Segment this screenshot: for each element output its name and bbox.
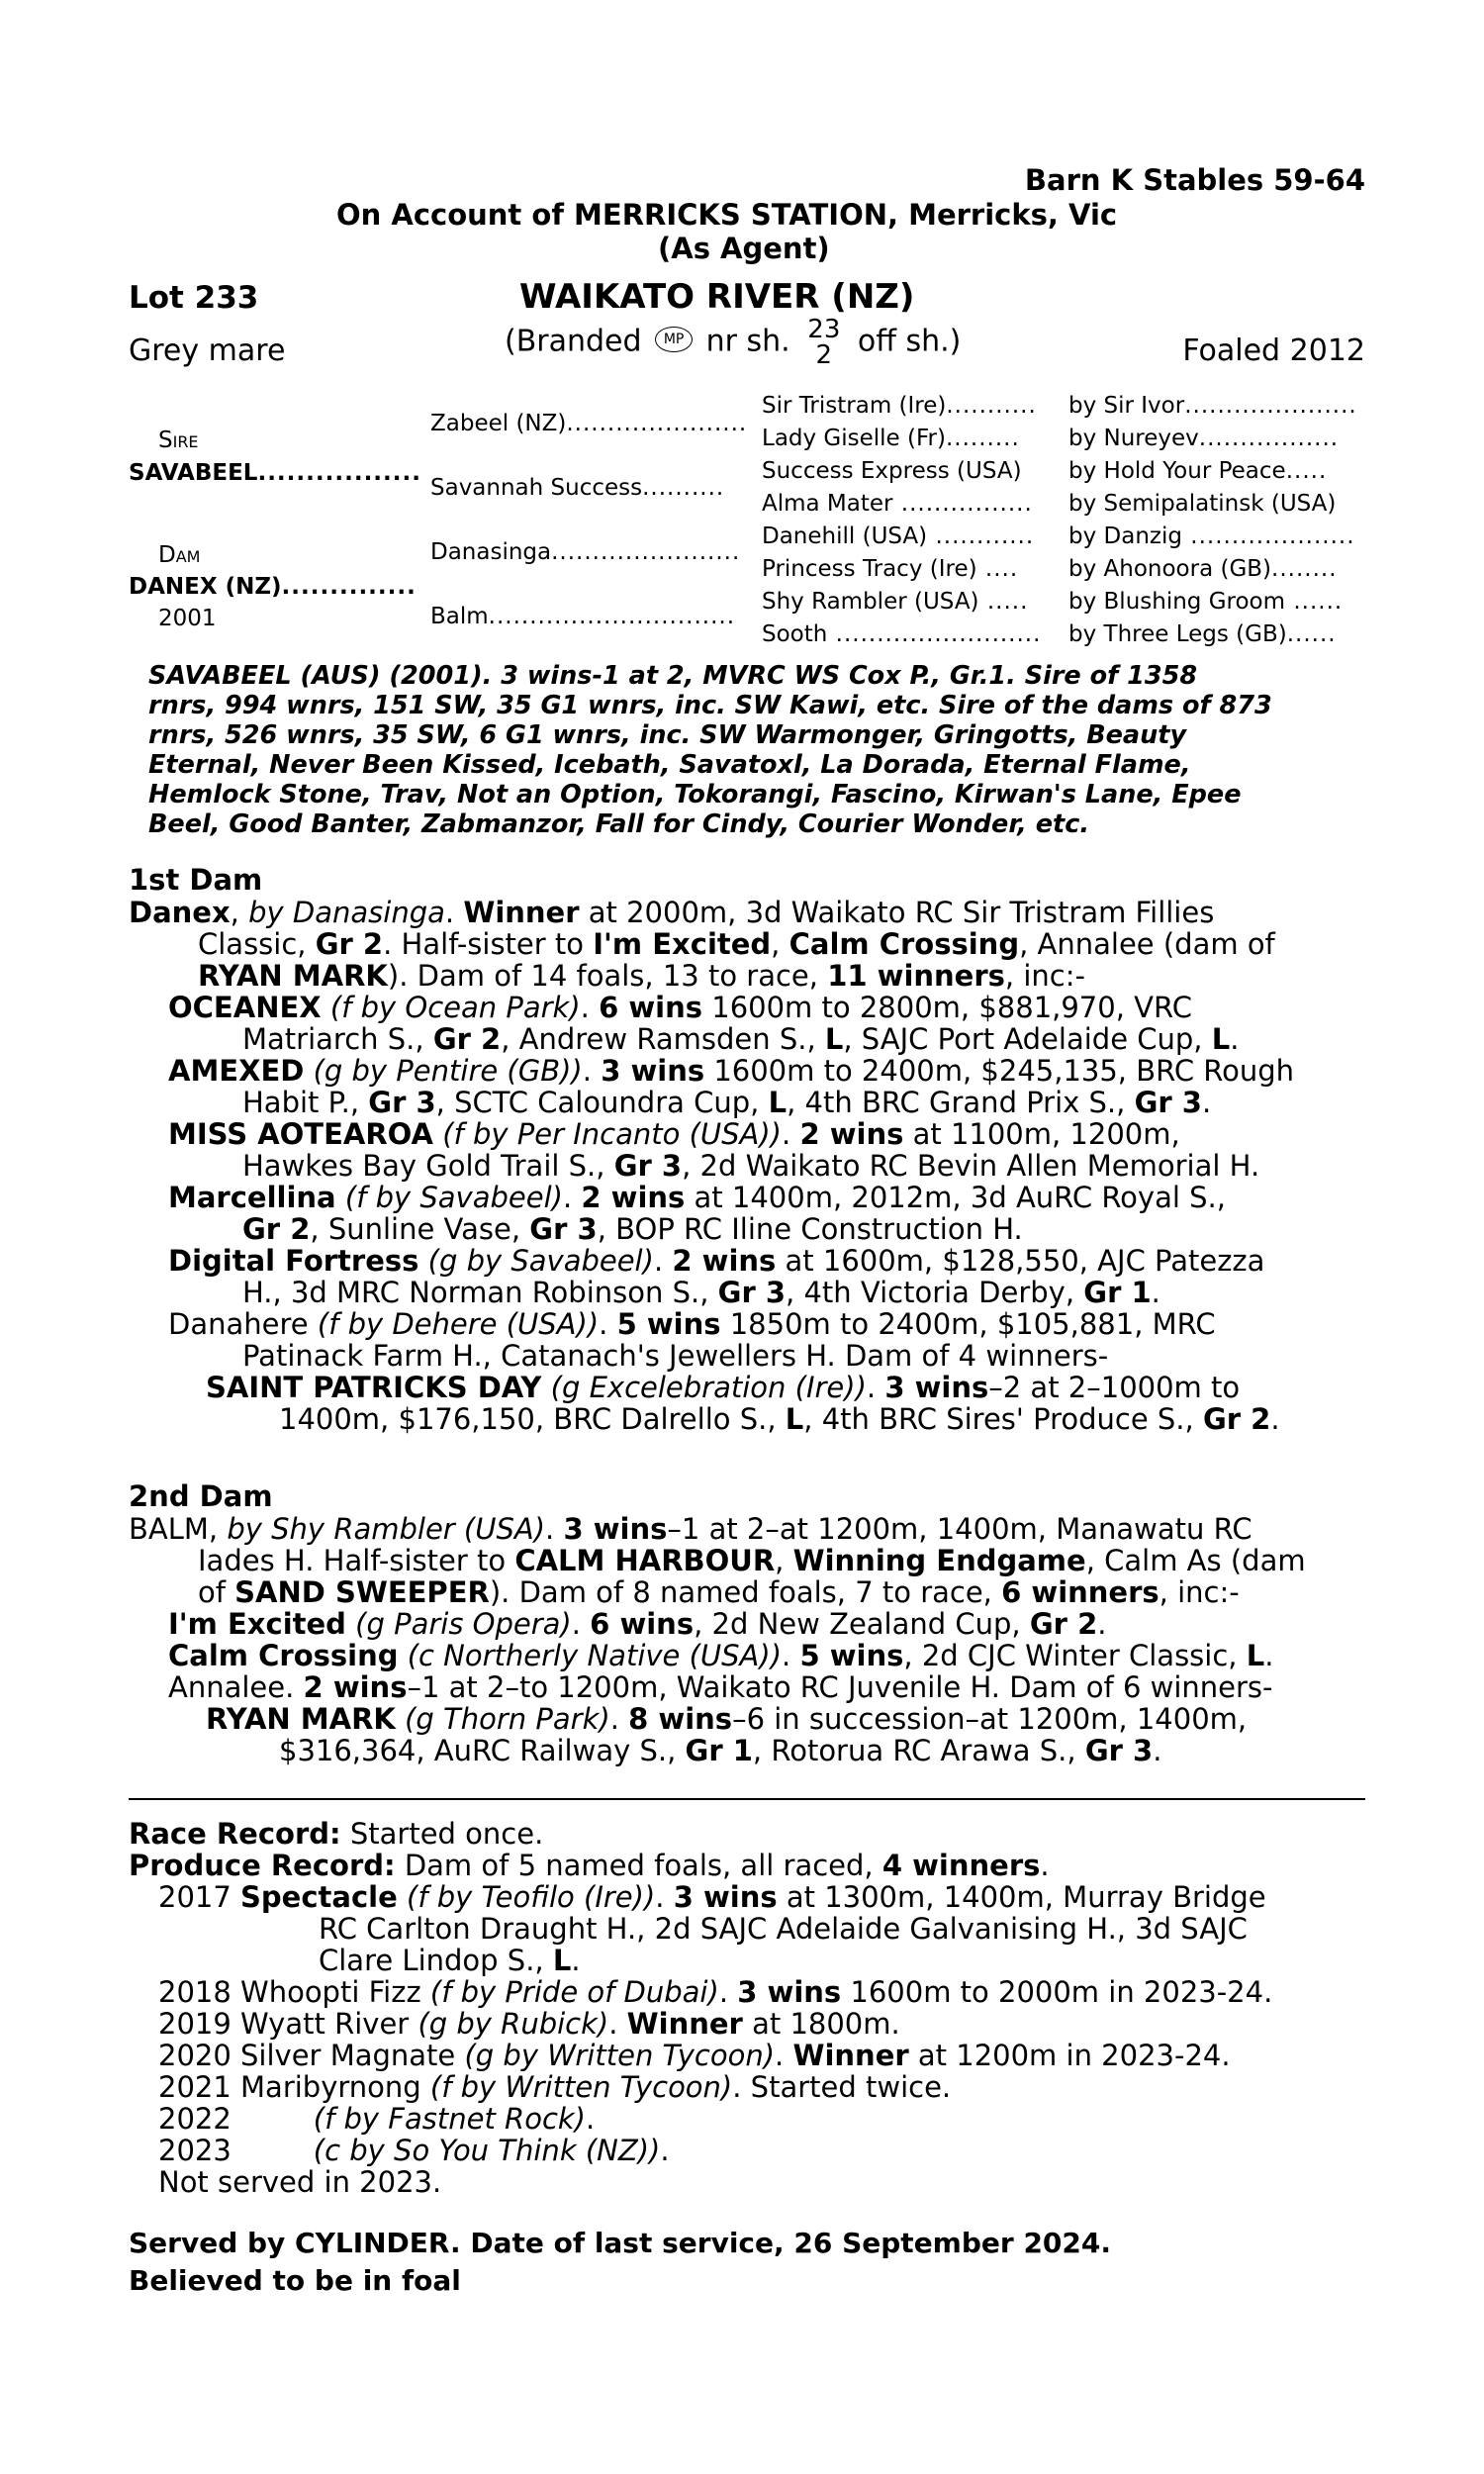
first-dam-body [129, 897, 1294, 1435]
gen2-sire-dam: Savannah Success.......... [430, 475, 725, 501]
produce-record: Produce Record: Dam of 5 named foals, all raced, 4 winners. [129, 1849, 1050, 1882]
brand-number-bottom: 2 [815, 340, 833, 370]
first-dam-line: Classic, Gr 2. Half-sister to I'm Excited, Calm Crossing, Annalee (dam of [198, 927, 1275, 961]
first-dam-line: SAINT PATRICKS DAY (g Excelebration (Ire)). 3 wins–2 at 2–1000m to [206, 1371, 1241, 1404]
dam-year: 2001 [158, 606, 217, 631]
first-dam-line: Patinack Farm H., Catanach's Jewellers H. Dam of 4 winners- [242, 1339, 1109, 1373]
foaled-year: Foaled 2012 [1182, 333, 1365, 368]
sire-summary-line: Eternal, Never Been Kissed, Icebath, Savatoxl, La Dorada, Eternal Flame, [148, 750, 1191, 780]
brand-number [807, 317, 840, 368]
gen2-dam-sire: Danasinga....................... [430, 539, 741, 565]
sire-summary-line: Hemlock Stone, Trav, Not an Option, Tokorangi, Fascino, Kirwan's Lane, Epee [148, 780, 1242, 809]
foal-status: Believed to be in foal [129, 2264, 461, 2297]
produce-line: 2017 Spectacle (f by Teofilo (Ire)). 3 wins at 1300m, 1400m, Murray Bridge [158, 1880, 1266, 1914]
sire-summary-line: Beel, Good Banter, Zabmanzor, Fall for Cindy, Courier Wonder, etc. [148, 809, 1090, 839]
first-dam-line: Digital Fortress (g by Savabeel). 2 wins at 1600m, $128,550, AJC Patezza [168, 1244, 1265, 1278]
second-dam-line: Annalee. 2 wins–1 at 2–to 1200m, Waikato RC Juvenile H. Dam of 6 winners- [168, 1670, 1273, 1704]
sire-summary-line: SAVABEEL (AUS) (2001). 3 wins-1 at 2, MVRC WS Cox P., Gr.1. Sire of 1358 [148, 661, 1198, 691]
gen3-row: Success Express (USA) [762, 458, 1022, 484]
first-dam-line: Hawkes Bay Gold Trail S., Gr 3, 2d Waikato RC Bevin Allen Memorial H. [242, 1149, 1260, 1183]
gen3-by: by Hold Your Peace..... [1068, 458, 1328, 484]
produce-line: Not served in 2023. [158, 2165, 442, 2199]
gen3-by: by Three Legs (GB)...... [1068, 621, 1337, 647]
records [129, 1818, 1272, 2198]
vendor-agent: (As Agent) [658, 232, 830, 265]
horse-name: WAIKATO RIVER (NZ) [519, 277, 915, 317]
race-record: Race Record: Started once. [129, 1817, 544, 1851]
horse-description: Grey mare [129, 333, 286, 368]
gen3-by: by Sir Ivor..................... [1068, 393, 1357, 419]
produce-line: 2019 Wyatt River (g by Rubick). Winner at 1800m. [158, 2007, 900, 2041]
brand-number-top: 23 [807, 315, 841, 344]
gen3-row: Sir Tristram (Ire)........... [762, 393, 1037, 419]
produce-line: 2020 Silver Magnate (g by Written Tycoon). Winner at 1200m in 2023-24. [158, 2039, 1231, 2072]
brand-info [505, 317, 961, 368]
second-dam-line: Iades H. Half-sister to CALM HARBOUR, Winning Endgame, Calm As (dam [198, 1544, 1306, 1577]
produce-line: Clare Lindop S., L. [319, 1944, 581, 1977]
produce-line: 2021 Maribyrnong (f by Written Tycoon). Started twice. [158, 2070, 952, 2104]
first-dam-line: OCEANEX (f by Ocean Park). 6 wins 1600m to 2800m, $881,970, VRC [168, 991, 1192, 1024]
dam-label: Dam [158, 542, 201, 568]
produce-line: 2023 (c by So You Think (NZ)). [158, 2134, 670, 2167]
brand-right: off sh.) [857, 324, 962, 359]
gen3-row: Danehill (USA) ............ [762, 523, 1035, 549]
gen2-dam-dam: Balm.............................. [430, 604, 736, 629]
divider [129, 1798, 1365, 1800]
second-dam-line: Calm Crossing (c Northerly Native (USA)). 5 wins, 2d CJC Winter Classic, L. [168, 1639, 1274, 1672]
gen3-row: Lady Giselle (Fr)......... [762, 426, 1020, 451]
brand-mp-icon: MP [655, 327, 693, 352]
first-dam-line: Danahere (f by Dehere (USA)). 5 wins 1850m to 2400m, $105,881, MRC [168, 1307, 1216, 1341]
service-info: Served by CYLINDER. Date of last service, 26 September 2024. [129, 2227, 1112, 2259]
second-dam-line: $316,364, AuRC Railway S., Gr 1, Rotorua RC Arawa S., Gr 3. [279, 1734, 1162, 1767]
gen3-by: by Danzig .................... [1068, 523, 1355, 549]
first-dam-heading: 1st Dam [129, 863, 263, 897]
first-dam-line: Marcellina (f by Savabeel). 2 wins at 1400m, 2012m, 3d AuRC Royal S., [168, 1181, 1226, 1214]
produce-line: 2022 (f by Fastnet Rock). [158, 2102, 596, 2136]
sire-label: Sire [158, 428, 199, 453]
gen3-row: Sooth ......................... [762, 621, 1042, 647]
second-dam-line: BALM, by Shy Rambler (USA). 3 wins–1 at 2–at 1200m, 1400m, Manawatu RC [129, 1512, 1252, 1546]
vendor-account: On Account of MERRICKS STATION, Merricks, Vic [336, 198, 1118, 232]
gen3-by: by Blushing Groom ...... [1068, 589, 1344, 615]
barn-location: Barn K Stables 59-64 [1024, 163, 1365, 197]
gen3-row: Alma Mater ................ [762, 491, 1033, 517]
second-dam-line: RYAN MARK (g Thorn Park). 8 wins–6 in succession–at 1200m, 1400m, [206, 1702, 1248, 1736]
first-dam-line: MISS AOTEAROA (f by Per Incanto (USA)). 2 wins at 1100m, 1200m, [168, 1117, 1180, 1151]
gen3-by: by Ahonoora (GB)........ [1068, 556, 1338, 582]
sire-name: SAVABEEL................. [129, 460, 421, 486]
dam-name: DANEX (NZ).............. [129, 574, 417, 600]
produce-line: RC Carlton Draught H., 2d SAJC Adelaide Galvanising H., 3d SAJC [319, 1912, 1248, 1946]
first-dam-line: RYAN MARK). Dam of 14 foals, 13 to race, 11 winners, inc:- [198, 959, 1085, 993]
gen3-by: by Nureyev................. [1068, 426, 1340, 451]
first-dam-line: Matriarch S., Gr 2, Andrew Ramsden S., L, SAJC Port Adelaide Cup, L. [242, 1022, 1240, 1056]
gen3-row: Shy Rambler (USA) ..... [762, 589, 1029, 615]
gen3-row: Princess Tracy (Ire) .... [762, 556, 1019, 582]
first-dam-line: Habit P., Gr 3, SCTC Caloundra Cup, L, 4th BRC Grand Prix S., Gr 3. [242, 1086, 1212, 1119]
sire-summary-line: rnrs, 526 wnrs, 35 SW, 6 G1 wnrs, inc. SW Warmonger, Gringotts, Beauty [148, 720, 1187, 750]
second-dam-line: of SAND SWEEPER). Dam of 8 named foals, 7 to race, 6 winners, inc:- [198, 1575, 1240, 1609]
first-dam-line: H., 3d MRC Norman Robinson S., Gr 3, 4th Victoria Derby, Gr 1. [242, 1276, 1160, 1309]
first-dam-line: 1400m, $176,150, BRC Dalrello S., L, 4th BRC Sires' Produce S., Gr 2. [279, 1402, 1280, 1436]
sire-summary-line: rnrs, 994 wnrs, 151 SW, 35 G1 wnrs, inc. SW Kawi, etc. Sire of the dams of 873 [148, 691, 1272, 720]
brand-mid: nr sh. [705, 324, 790, 359]
brand-left: (Branded [505, 324, 642, 359]
first-dam-line: Gr 2, Sunline Vase, Gr 3, BOP RC Iline Construction H. [242, 1212, 1023, 1246]
produce-line: 2018 Whoopti Fizz (f by Pride of Dubai). 3 wins 1600m to 2000m in 2023-24. [158, 1975, 1273, 2009]
gen3-by: by Semipalatinsk (USA) [1068, 491, 1337, 517]
second-dam-heading: 2nd Dam [129, 1479, 273, 1513]
gen2-sire-sire: Zabeel (NZ)...................... [430, 411, 748, 436]
sire-summary [148, 661, 1272, 839]
second-dam-line: I'm Excited (g Paris Opera). 6 wins, 2d New Zealand Cup, Gr 2. [168, 1607, 1107, 1641]
lot-number: Lot 233 [129, 280, 259, 316]
second-dam-body [129, 1513, 1306, 1766]
first-dam-line: Danex, by Danasinga. Winner at 2000m, 3d Waikato RC Sir Tristram Fillies [129, 896, 1215, 929]
first-dam-line: AMEXED (g by Pentire (GB)). 3 wins 1600m to 2400m, $245,135, BRC Rough [168, 1054, 1295, 1088]
